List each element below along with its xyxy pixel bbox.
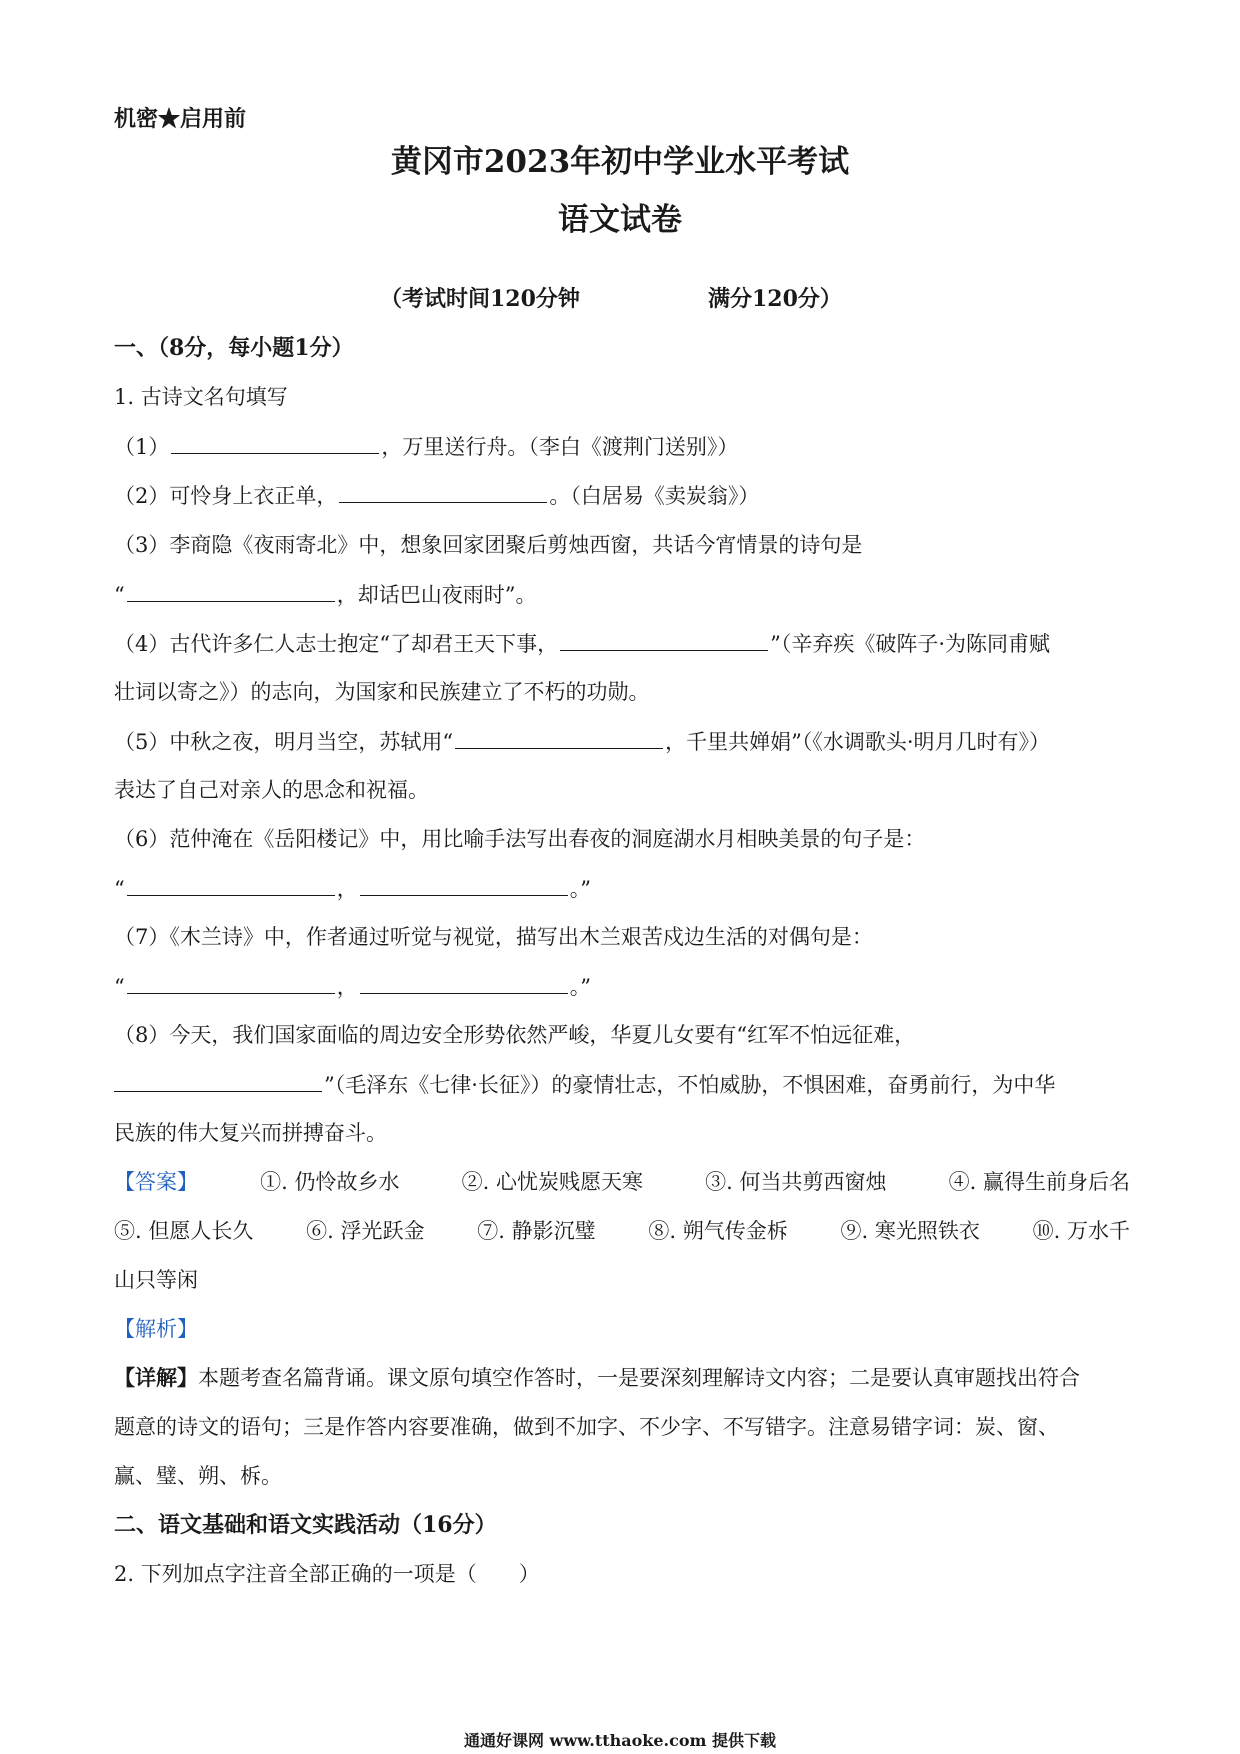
detail-text: 本题考查名篇背诵。课文原句填空作答时，一是要深刻理解诗文内容；二是要认真审题找出符合 bbox=[198, 1366, 1080, 1390]
q1-sub4-line2: 壮词以寄之》）的志向，为国家和民族建立了不朽的功勋。 bbox=[114, 680, 650, 704]
answer-item: ⑤. 但愿人长久 bbox=[114, 1219, 254, 1243]
q1-8-suffix: ”（毛泽东《七律·长征》）的豪情壮志，不怕威胁，不惧困难，奋勇前行，为中华 bbox=[324, 1073, 1056, 1097]
q1-sub7-line2 bbox=[114, 971, 1130, 1002]
q1-1-prefix: （1） bbox=[114, 435, 170, 459]
q1-2-suffix: 。（白居易《卖炭翁》） bbox=[549, 484, 760, 508]
q1-6-mid: ， bbox=[336, 877, 358, 901]
question-1-title: 1. 古诗文名句填写 bbox=[114, 385, 288, 409]
answer-item: ②. 心忧炭贱愿天寒 bbox=[461, 1170, 643, 1194]
answer-blank[interactable] bbox=[360, 971, 568, 994]
q1-4-prefix: （4）古代许多仁人志士抱定“了却君王天下事， bbox=[114, 632, 559, 656]
answer-item: ⑥. 浮光跃金 bbox=[306, 1219, 425, 1243]
confidential-mark: 机密★启用前 bbox=[114, 106, 247, 132]
answer-blank[interactable] bbox=[560, 628, 768, 651]
q1-sub5-line1 bbox=[114, 726, 1130, 757]
exam-time: （考试时间120分钟 bbox=[380, 286, 580, 312]
answer-blank[interactable] bbox=[127, 971, 335, 994]
answer-blank[interactable] bbox=[339, 480, 547, 503]
question-2-title: 2. 下列加点字注音全部正确的一项是（ ） bbox=[114, 1562, 540, 1586]
answer-item: ①. 仍怜故乡水 bbox=[260, 1170, 400, 1194]
q1-5-suffix: ，千里共婵娟”（《水调歌头·明月几时有》） bbox=[665, 730, 1051, 754]
section-2-heading: 二、语文基础和语文实践活动（16分） bbox=[114, 1512, 497, 1538]
analysis-line1 bbox=[114, 1363, 1130, 1393]
q1-sub3-line1: （3）李商隐《夜雨寄北》中，想象回家团聚后剪烛西窗，共话今宵情景的诗句是 bbox=[114, 533, 863, 557]
q1-sub5-line2: 表达了自己对亲人的思念和祝福。 bbox=[114, 778, 429, 802]
answer-item: ⑧. 朔气传金柝 bbox=[648, 1219, 788, 1243]
q1-sub6-line2 bbox=[114, 873, 1130, 904]
q1-7-mid: ， bbox=[336, 975, 358, 999]
answer-blank[interactable] bbox=[455, 726, 663, 749]
answer-item: ④. 赢得生前身后名 bbox=[948, 1170, 1130, 1194]
exam-score: 满分120分） bbox=[708, 286, 842, 312]
q1-sub2 bbox=[114, 480, 1130, 511]
q1-sub1 bbox=[114, 431, 1130, 462]
analysis-label: 【解析】 bbox=[114, 1317, 198, 1341]
answer-row-1 bbox=[114, 1167, 1130, 1197]
q1-3-open: “ bbox=[114, 583, 125, 607]
q1-5-prefix: （5）中秋之夜，明月当空，苏轼用“ bbox=[114, 730, 454, 754]
q1-4-suffix: ”（辛弃疾《破阵子·为陈同甫赋 bbox=[770, 632, 1051, 656]
analysis-line3: 赢、璧、朔、柝。 bbox=[114, 1464, 282, 1488]
answer-label: 【答案】 bbox=[114, 1170, 198, 1194]
answer-blank[interactable] bbox=[114, 1069, 322, 1092]
answer-blank[interactable] bbox=[360, 873, 568, 896]
answer-item: ③. 何当共剪西窗烛 bbox=[705, 1170, 887, 1194]
answer-row-2 bbox=[114, 1216, 1130, 1246]
q1-3-suffix: ，却话巴山夜雨时”。 bbox=[336, 583, 537, 607]
q1-sub8-line1: （8）今天，我们国家面临的周边安全形势依然严峻，华夏儿女要有“红军不怕远征难， bbox=[114, 1023, 916, 1047]
q1-sub3-line2 bbox=[114, 579, 1130, 610]
q1-sub8-line3: 民族的伟大复兴而拼搏奋斗。 bbox=[114, 1121, 387, 1145]
q1-sub6-line1: （6）范仲淹在《岳阳楼记》中，用比喻手法写出春夜的洞庭湖水月相映美景的句子是： bbox=[114, 827, 926, 851]
analysis-line2: 题意的诗文的语句；三是作答内容要准确，做到不加字、不少字、不写错字。注意易错字词：炭、窗、 bbox=[114, 1415, 1059, 1439]
q1-sub7-line1: （7）《木兰诗》中，作者通过听觉与视觉，描写出木兰艰苦戍边生活的对偶句是： bbox=[114, 925, 873, 949]
answer-blank[interactable] bbox=[171, 431, 379, 454]
answer-blank[interactable] bbox=[127, 873, 335, 896]
q1-1-suffix: ，万里送行舟。（李白《渡荆门送别》） bbox=[381, 435, 739, 459]
section-1-heading: 一、（8分，每小题1分） bbox=[114, 335, 354, 361]
footer-credit: 通通好课网 www.tthaoke.com 提供下载 bbox=[463, 1731, 777, 1750]
q1-6-close: 。” bbox=[569, 877, 591, 901]
q1-sub4-line1 bbox=[114, 628, 1130, 659]
q1-sub8-line2 bbox=[114, 1069, 1130, 1100]
q1-6-open: “ bbox=[114, 877, 125, 901]
q1-7-close: 。” bbox=[569, 975, 591, 999]
detail-label: 【详解】 bbox=[114, 1365, 198, 1390]
answer-blank[interactable] bbox=[127, 579, 335, 602]
q1-7-open: “ bbox=[114, 975, 125, 999]
q1-2-prefix: （2）可怜身上衣正单， bbox=[114, 484, 338, 508]
answer-item: ⑩. 万水千 bbox=[1032, 1219, 1130, 1243]
exam-subtitle: 语文试卷 bbox=[558, 202, 682, 238]
answer-item: ⑨. 寒光照铁衣 bbox=[840, 1219, 980, 1243]
answer-tail: 山只等闲 bbox=[114, 1268, 198, 1292]
exam-title: 黄冈市2023年初中学业水平考试 bbox=[390, 144, 850, 180]
answer-item: ⑦. 静影沉璧 bbox=[477, 1219, 596, 1243]
